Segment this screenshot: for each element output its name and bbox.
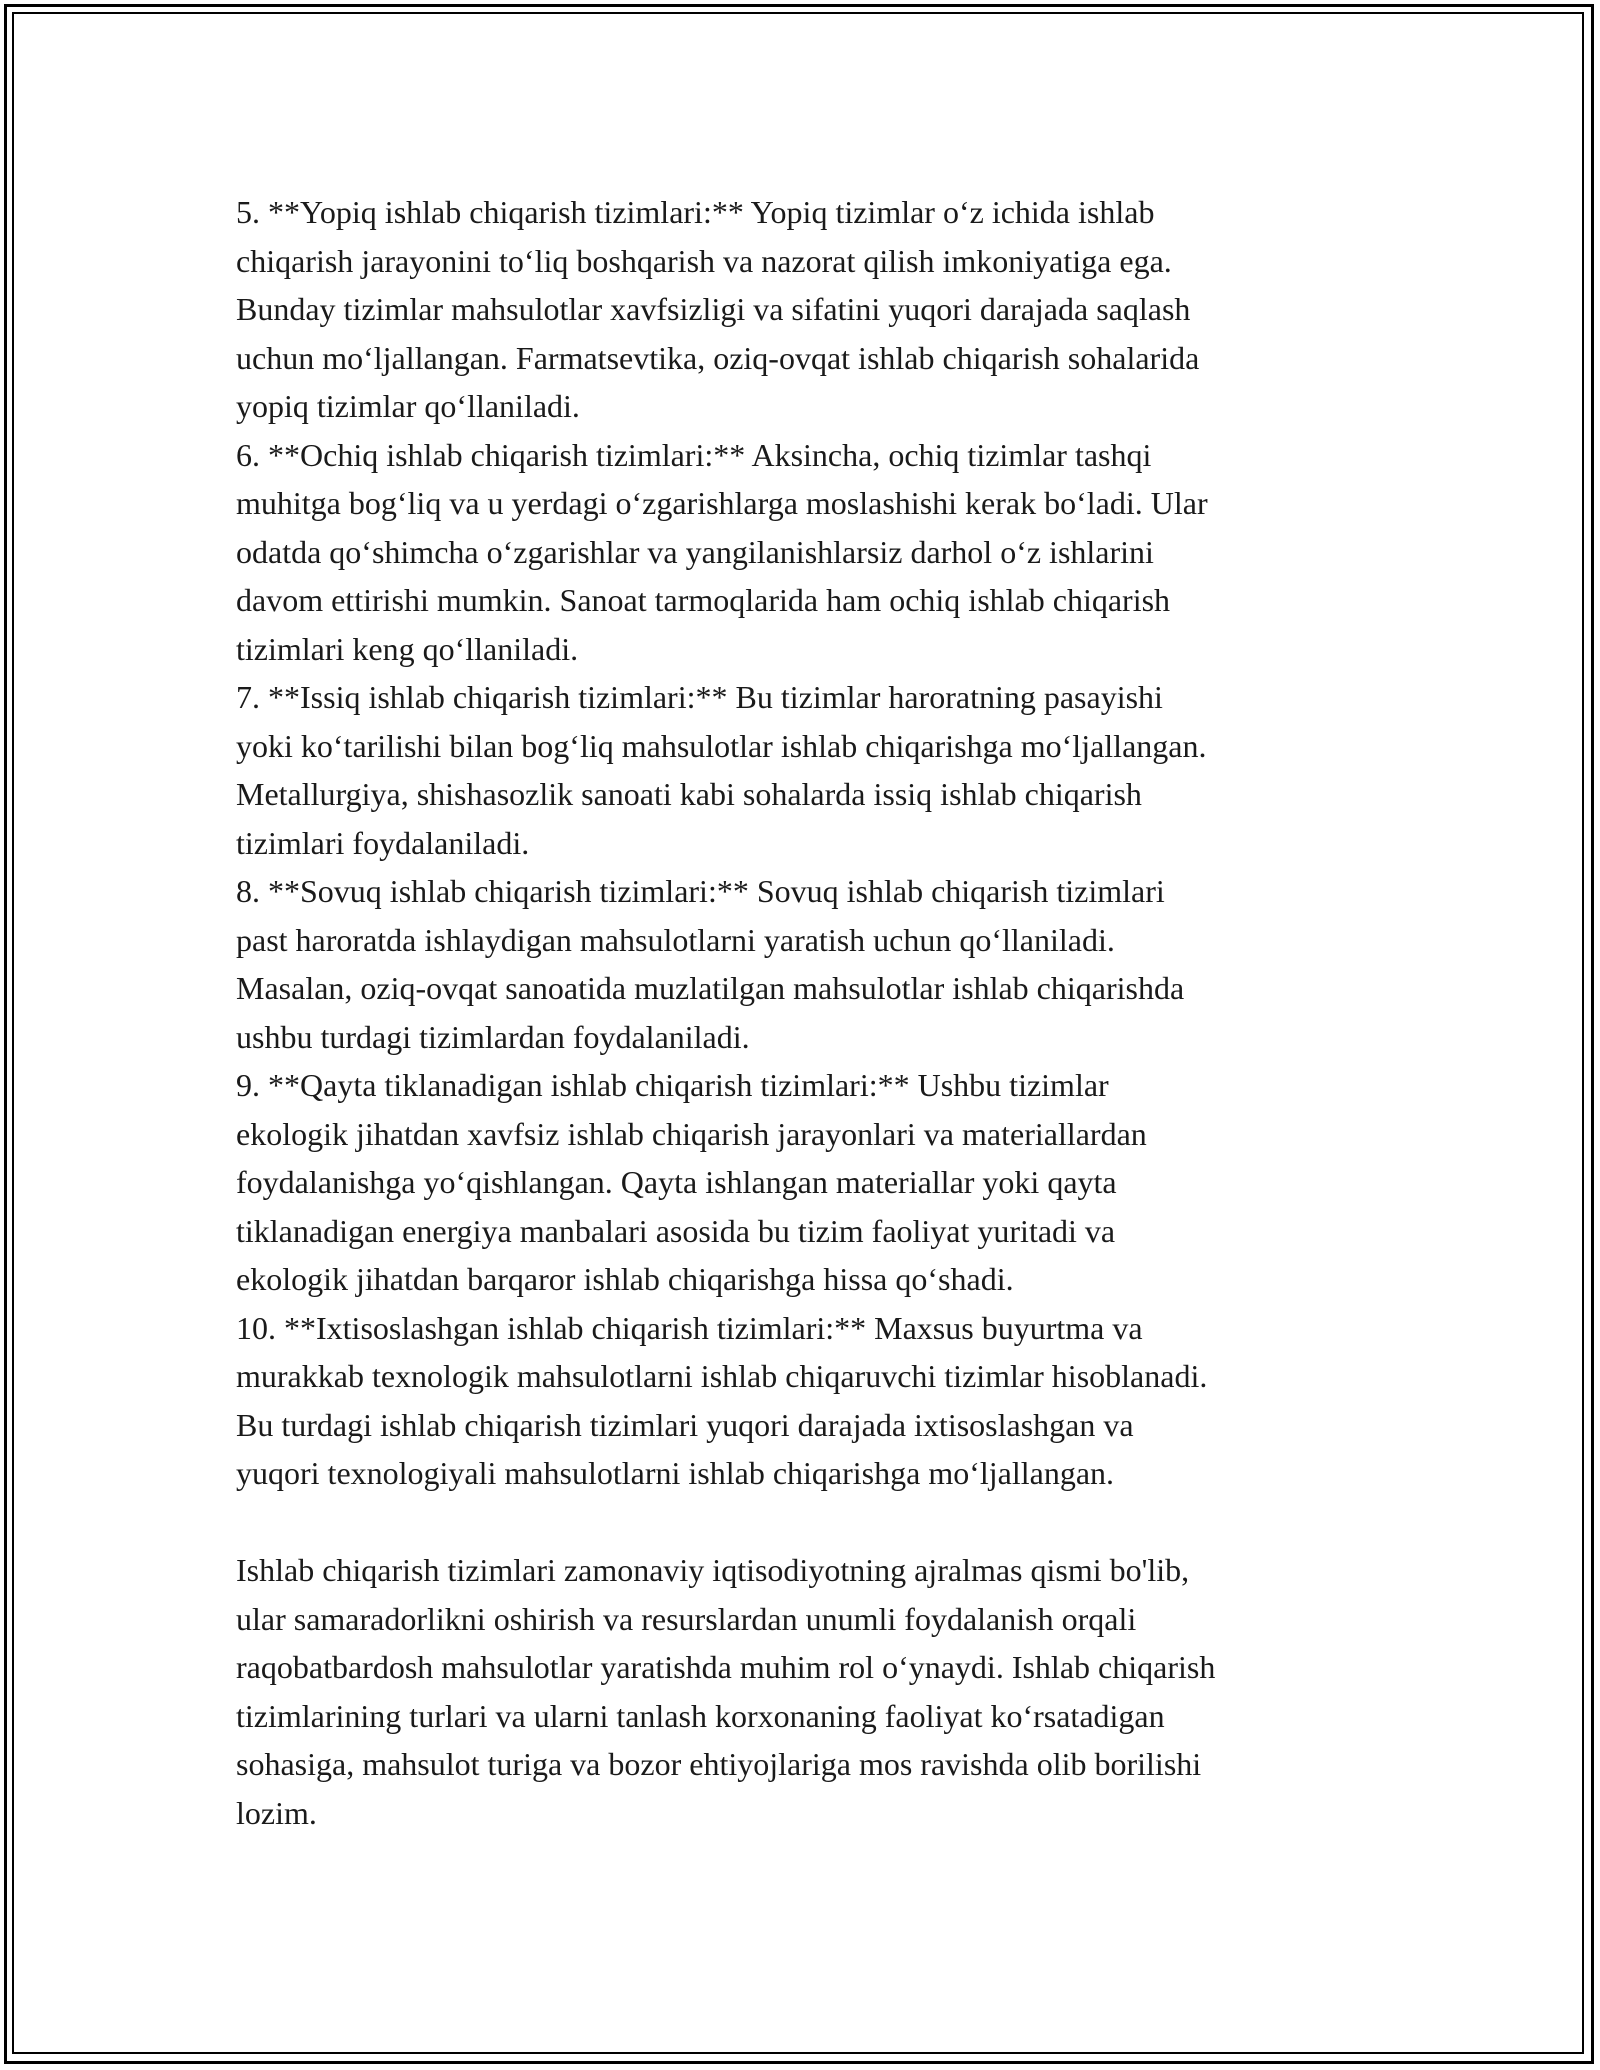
list-item-10: 10. **Ixtisoslashgan ishlab chiqarish tizimlari:** Maxsus buyurtma va murakkab texnologik mahsulotlarni ishlab chiqaruvchi tizimlar hisoblanadi. Bu turdagi ishlab chiqarish tizimlari yuqori darajada ixtisoslashgan va yuqori texnologiyali mahsulotlarni ishlab chiqarishga mo‘ljallangan. [236,1309,1208,1491]
list-item-9: 9. **Qayta tiklanadigan ishlab chiqarish tizimlari:** Ushbu tizimlar ekologik jihatdan xavfsiz ishlab chiqarish jarayonlari va materiallardan foydalanishga yo‘qishlangan. Qayta ishlangan materiallar yoki qayta tiklanadigan energiya manbalari asosida bu tizim faoliyat yuritadi va ekologik jihatdan barqaror ishlab chiqarishga hissa qo‘shadi. [236,1067,1147,1297]
paragraph-spacer [236,1498,1366,1547]
document-body [236,188,1366,1837]
conclusion-paragraph: Ishlab chiqarish tizimlari zamonaviy iqtisodiyotning ajralmas qismi bo'lib, ular samaradorlikni oshirish va resurslardan unumli foydalanish orqali raqobatbardosh mahsulotlar yaratishda muhim rol o‘ynaydi. Ishlab chiqarish tizimlarining turlari va ularni tanlash korxonaning faoliyat ko‘rsatadigan sohasiga, mahsulot turiga va bozor ehtiyojlariga mos ravishda olib borilishi lozim. [236,1552,1216,1831]
list-item-6: 6. **Ochiq ishlab chiqarish tizimlari:** Aksincha, ochiq tizimlar tashqi muhitga bog‘liq va u yerdagi o‘zgarishlarga moslashishi kerak bo‘ladi. Ular odatda qo‘shimcha o‘zgarishlar va yangilanishlarsiz darhol o‘z ishlarini davom ettirishi mumkin. Sanoat tarmoqlarida ham ochiq ishlab chiqarish tizimlari keng qo‘llaniladi. [236,436,1208,667]
list-item-5: 5. **Yopiq ishlab chiqarish tizimlari:** Yopiq tizimlar o‘z ichida ishlab chiqarish jarayonini to‘liq boshqarish va nazorat qilish imkoniyatiga ega. Bunday tizimlar mahsulotlar xavfsizligi va sifatini yuqori darajada saqlash uchun mo‘ljallangan. Farmatsevtika, oziq-ovqat ishlab chiqarish sohalarida yopiq tizimlar qo‘llaniladi. [236,194,1200,424]
list-item-7: 7. **Issiq ishlab chiqarish tizimlari:** Bu tizimlar haroratning pasayishi yoki ko‘tarilishi bilan bog‘liq mahsulotlar ishlab chiqarishga mo‘ljallangan. Metallurgiya, shishasozlik sanoati kabi sohalarda issiq ishlab chiqarish tizimlari foydalaniladi. [236,679,1207,861]
list-item-8: 8. **Sovuq ishlab chiqarish tizimlari:** Sovuq ishlab chiqarish tizimlari past haroratda ishlaydigan mahsulotlarni yaratish uchun qo‘llaniladi. Masalan, oziq-ovqat sanoatida muzlatilgan mahsulotlar ishlab chiqarishda ushbu turdagi tizimlardan foydalaniladi. [236,873,1185,1055]
